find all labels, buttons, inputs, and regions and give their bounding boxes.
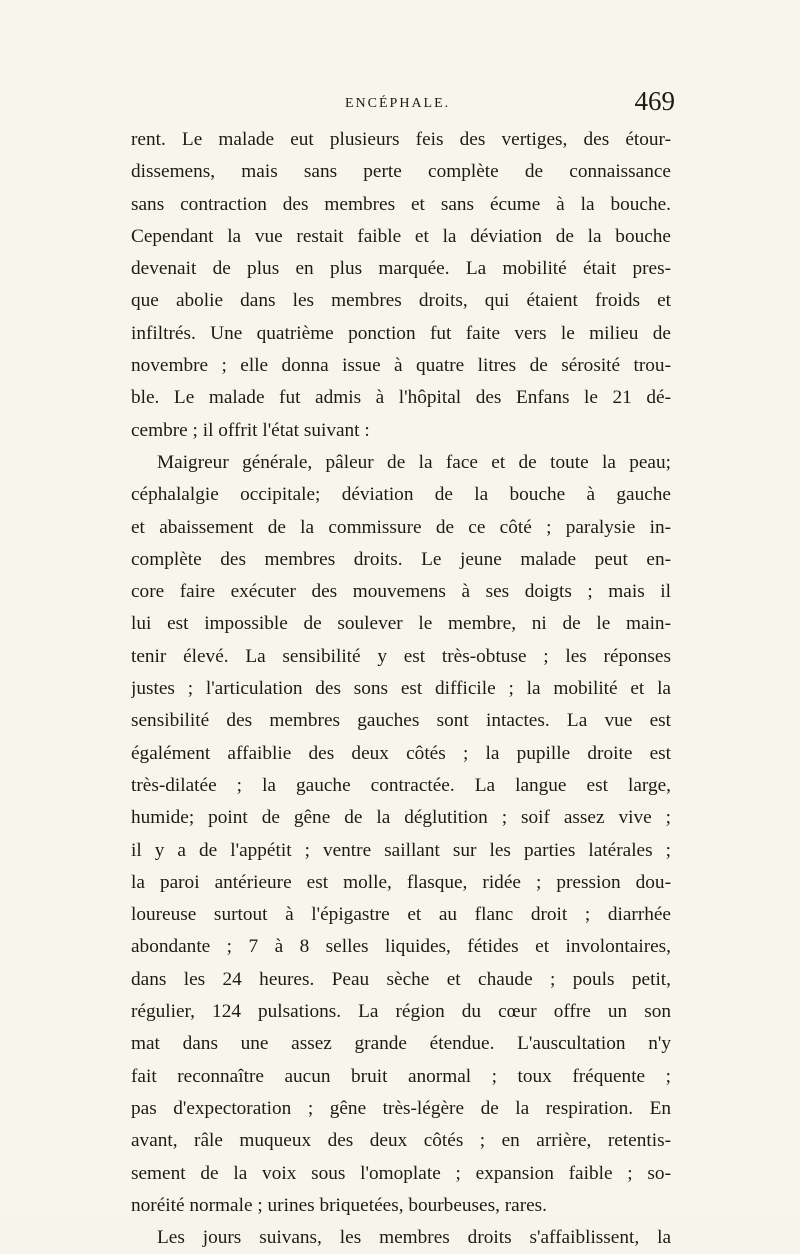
text-line: cembre ; il offrit l'état suivant : xyxy=(131,419,370,441)
text-line: abondante ; 7 à 8 selles liquides, fétides et involontaires, xyxy=(131,936,671,958)
text-line: Cependant la vue restait faible et la déviation de la bouche xyxy=(131,225,671,247)
text-line: et abaissement de la commissure de ce côté ; paralysie in- xyxy=(131,516,671,538)
text-line: Maigreur générale, pâleur de la face et de toute la peau; xyxy=(157,451,671,473)
text-line: lui est impossible de soulever le membre, ni de le main- xyxy=(131,613,671,635)
text-line: devenait de plus en plus marquée. La mobilité était pres- xyxy=(131,258,671,280)
text-line: sensibilité des membres gauches sont intactes. La vue est xyxy=(131,710,671,732)
text-line: humide; point de gêne de la déglutition ; soif assez vive ; xyxy=(131,807,671,829)
page-number: 469 xyxy=(634,86,675,116)
text-line: tenir élevé. La sensibilité y est très-obtuse ; les réponses xyxy=(131,645,671,667)
text-line: complète des membres droits. Le jeune malade peut en- xyxy=(131,548,671,570)
text-line: noréité normale ; urines briquetées, bourbeuses, rares. xyxy=(131,1194,548,1216)
text-line: très-dilatée ; la gauche contractée. La langue est large, xyxy=(131,774,671,796)
page-header xyxy=(135,88,675,128)
text-line: égalément affaiblie des deux côtés ; la pupille droite est xyxy=(131,742,671,764)
text-line: sans contraction des membres et sans écume à la bouche. xyxy=(131,193,671,215)
text-line: rent. Le malade eut plusieurs feis des vertiges, des étour- xyxy=(131,129,671,150)
text-line: Les jours suivans, les membres droits s'affaiblissent, la xyxy=(157,1227,671,1249)
text-line: novembre ; elle donna issue à quatre litres de sérosité trou- xyxy=(131,355,671,377)
text-line: infiltrés. Une quatrième ponction fut faite vers le milieu de xyxy=(131,322,671,344)
text-line: il y a de l'appétit ; ventre saillant sur les parties latérales ; xyxy=(131,839,671,861)
text-line: régulier, 124 pulsations. La région du cœur offre un son xyxy=(131,1001,671,1023)
text-line: dans les 24 heures. Peau sèche et chaude ; pouls petit, xyxy=(131,968,671,990)
text-line: mat dans une assez grande étendue. L'auscultation n'y xyxy=(131,1033,671,1055)
text-line: la paroi antérieure est molle, flasque, ridée ; pression dou- xyxy=(131,871,671,893)
text-line: que abolie dans les membres droits, qui étaient froids et xyxy=(131,290,671,312)
running-head: ENCÉPHALE. xyxy=(345,96,451,111)
text-line: justes ; l'articulation des sons est difficile ; la mobilité et la xyxy=(131,678,671,700)
text-line: fait reconnaître aucun bruit anormal ; toux fréquente ; xyxy=(131,1065,671,1087)
text-line: céphalalgie occipitale; déviation de la bouche à gauche xyxy=(131,484,671,506)
text-line: avant, râle muqueux des deux côtés ; en arrière, retentis- xyxy=(131,1130,671,1152)
text-line: sement de la voix sous l'omoplate ; expansion faible ; so- xyxy=(131,1162,671,1184)
text-line: dissemens, mais sans perte complète de connaissance xyxy=(131,161,671,183)
text-line: core faire exécuter des mouvemens à ses doigts ; mais il xyxy=(131,581,671,603)
text-line: loureuse surtout à l'épigastre et au flanc droit ; diarrhée xyxy=(131,904,671,926)
text-line: pas d'expectoration ; gêne très-légère de la respiration. En xyxy=(131,1097,671,1119)
body-text xyxy=(131,124,671,1254)
text-line: ble. Le malade fut admis à l'hôpital des Enfans le 21 dé- xyxy=(131,387,671,409)
